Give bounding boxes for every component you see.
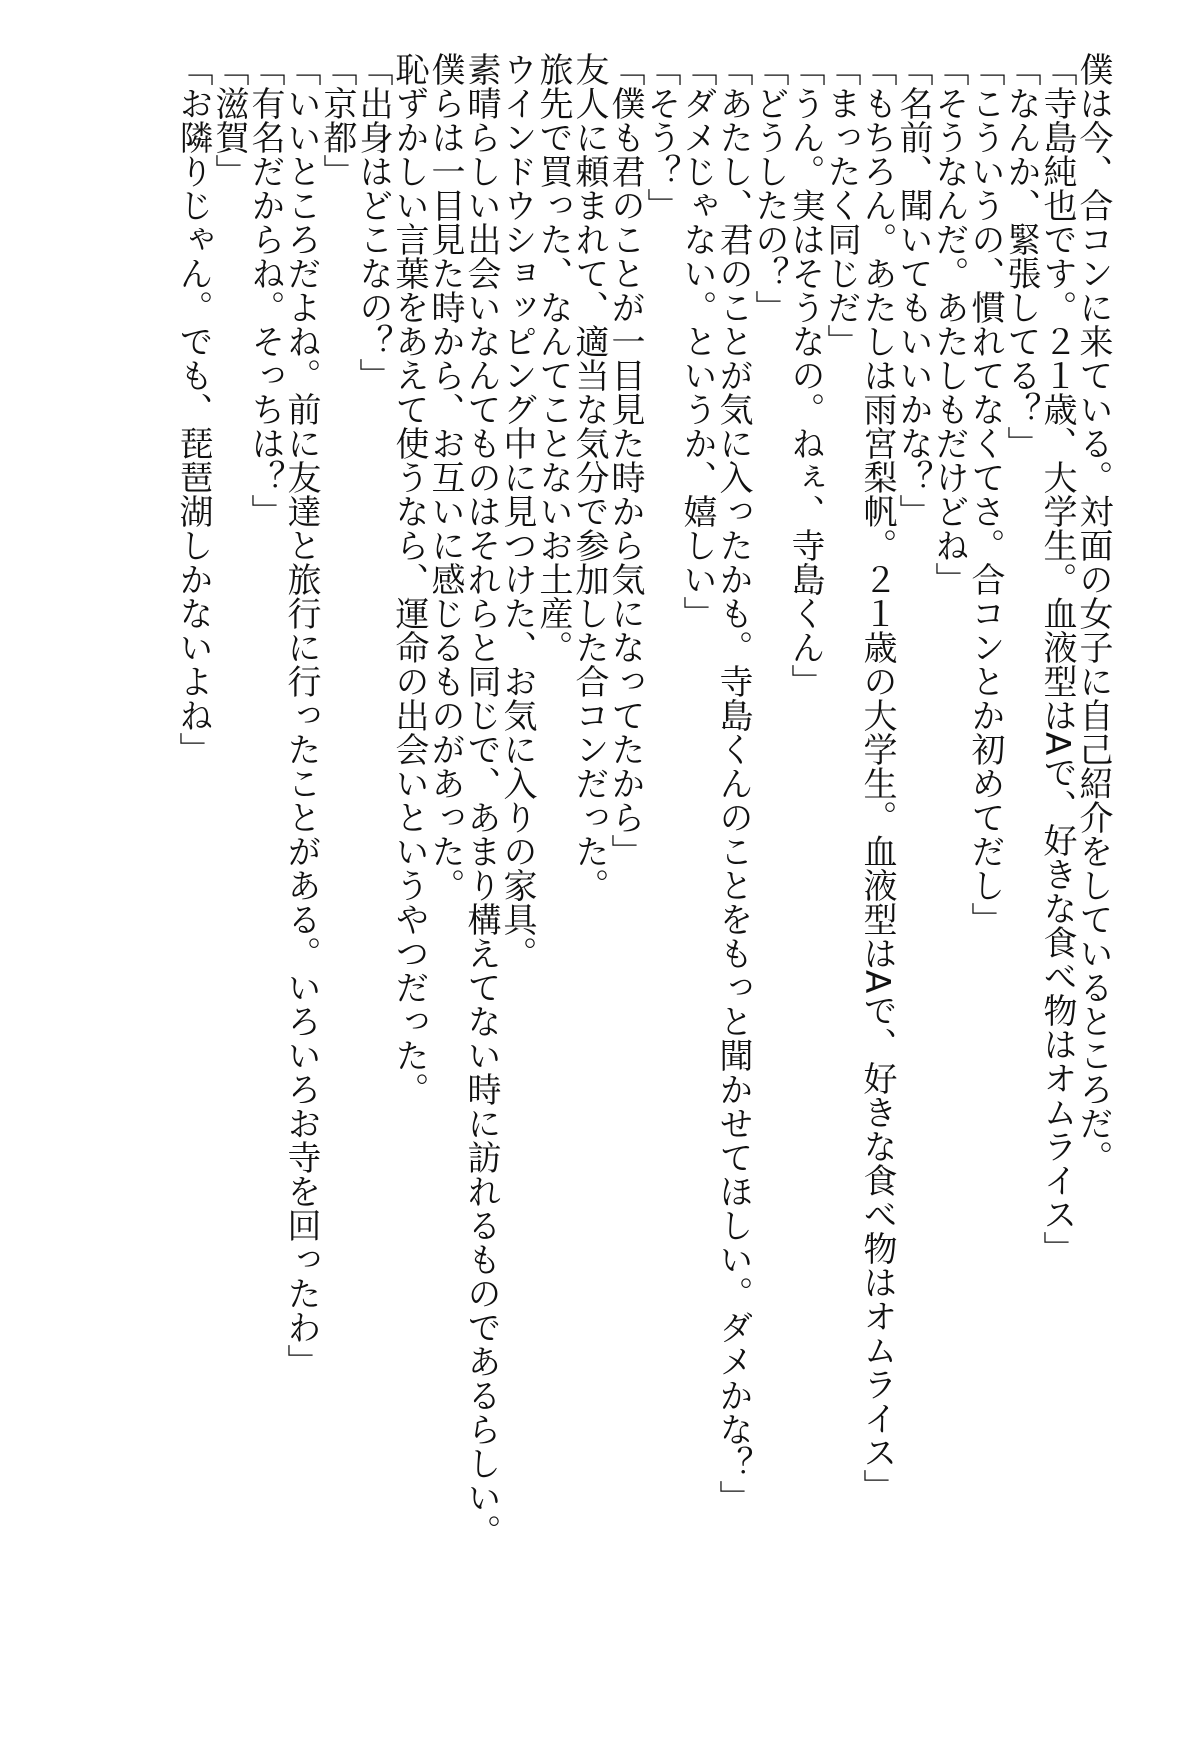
text-line: 「もちろん。あたしは雨宮梨帆。２１歳の大学生。血液型はAで、好きな食べ物はオムライス」 — [857, 52, 897, 1504]
text-line: 恥ずかしい言葉をあえて使うなら、運命の出会いというやつだった。 — [389, 52, 429, 1106]
text-line: 「有名だからね。そっちは？」 — [245, 52, 285, 528]
text-line: 「ダメじゃない。というか、嬉しい」 — [677, 52, 717, 630]
vertical-text-body — [173, 52, 1113, 1612]
text-line: 僕らは一目見た時から、お互いに感じるものがあった。 — [425, 52, 465, 902]
text-line: 「こういうの、慣れてなくてさ。合コンとか初めてだし」 — [965, 52, 1005, 936]
text-line: 僕は今、合コンに来ている。対面の女子に自己紹介をしているところだ。 — [1073, 52, 1113, 1174]
text-line: 「滋賀」 — [209, 52, 249, 188]
text-line: 「なんか、緊張してる？」 — [1001, 52, 1041, 460]
text-line: 「うん。実はそうなの。ねぇ、寺島くん」 — [785, 52, 825, 698]
text-line: ウインドウショッピング中に見つけた、お気に入りの家具。 — [497, 52, 537, 970]
text-line: 「そう？」 — [641, 52, 681, 222]
text-line: 「どうしたの？」 — [749, 52, 789, 324]
text-line: 「お隣りじゃん。でも、琵琶湖しかないよね」 — [173, 52, 213, 766]
text-line: 「出身はどこなの？」 — [353, 52, 393, 392]
text-line: 「京都」 — [317, 52, 357, 188]
text-line: 「そうなんだ。あたしもだけどね」 — [929, 52, 969, 596]
text-line: 「僕も君のことが一目見た時から気になってたから」 — [605, 52, 645, 868]
text-line: 「あたし、君のことが気に入ったかも。寺島くんのことをもっと聞かせてほしい。ダメかな？」 — [713, 52, 753, 1514]
text-line: 「寺島純也です。２１歳、大学生。血液型はAで、好きな食べ物はオムライス」 — [1037, 52, 1077, 1266]
text-line: 旅先で買った、なんてことないお土産。 — [533, 52, 573, 664]
text-line: 友人に頼まれて、適当な気分で参加した合コンだった。 — [569, 52, 609, 902]
text-line: 「まったく同じだ」 — [821, 52, 861, 358]
text-line: 「名前、聞いてもいいかな？」 — [893, 52, 933, 528]
text-line: 素晴らしい出会いなんてものはそれらと同じで、あまり構えてない時に訪れるものであるらしい。 — [461, 52, 501, 1548]
text-line: 「いいところだよね。前に友達と旅行に行ったことがある。いろいろお寺を回ったわ」 — [281, 52, 321, 1378]
